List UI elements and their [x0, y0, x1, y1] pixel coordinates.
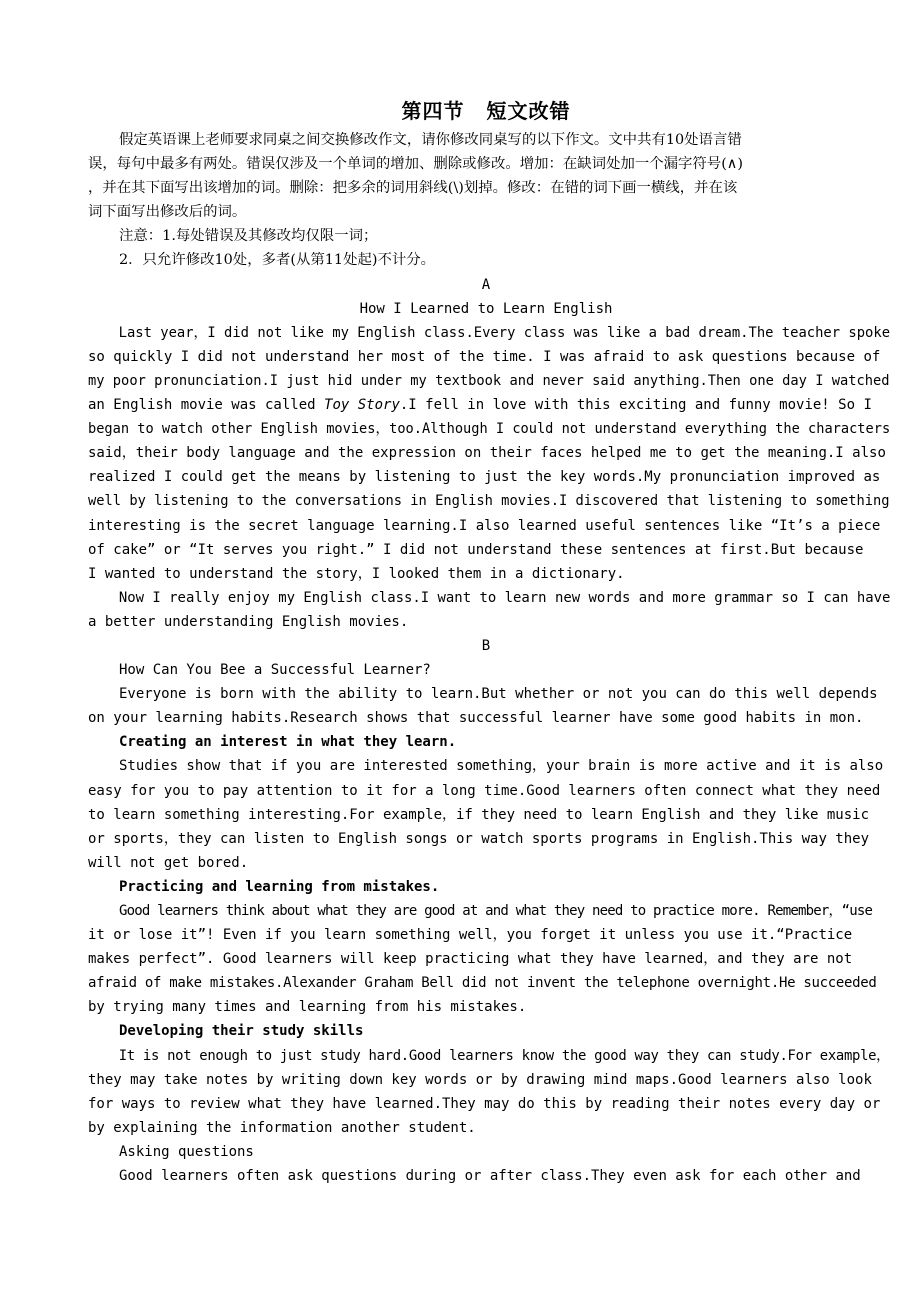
text-line: Good learners think about what they are good at and what they need to practice more. Remember，“use: [119, 903, 873, 919]
passage-b-label: B: [481, 637, 491, 654]
movie-title: Toy Story: [324, 397, 400, 414]
passage-b-title: How Can You Bee a Successful Learner?: [119, 662, 431, 679]
text-line: Everyone is born with the ability to learn.But whether or not you can do this well depends: [119, 686, 878, 703]
text-line: my poor pronunciation.I just hid under my textbook and never said anything.Then one day I watched: [88, 372, 890, 389]
passage-a-label: A: [481, 276, 491, 293]
text-line: for ways to review what they have learned.They may do this by reading their notes every day or: [88, 1095, 881, 1112]
text-line: of cake” or “It serves you right.” I did not understand these sentences at first.But because: [88, 541, 864, 558]
text-line: It is not enough to just study hard.Good learners know the good way they can study.For example，: [118, 1047, 890, 1064]
instruction-line: ，并在其下面写出该增加的词。删除：把多余的词用斜线(\)划掉。修改：在错的词下画一横线，并在该: [88, 180, 738, 197]
section-title: [88, 96, 884, 126]
text-line: Now I really enjoy my English class.I want to learn new words and more grammar so I can have: [118, 589, 891, 606]
subheading: Developing their study skills: [119, 1023, 364, 1040]
text-line: it or lose it”! Even if you learn something well，you forget it unless you use it.“Practice: [88, 927, 853, 944]
text-line: Last year，I did not like my English class.Every class was like a bad dream.The teacher spoke: [118, 324, 891, 341]
section-name: 短文改错: [486, 99, 571, 123]
instructions: [88, 128, 884, 273]
text-line: Good learners often ask questions during or after class.They even ask for each other and: [119, 1168, 861, 1185]
subheading: Practicing and learning from mistakes.: [119, 878, 440, 895]
text-line: they may take notes by writing down key words or by drawing mind maps.Good learners also look: [88, 1071, 872, 1088]
instruction-line: 误，每句中最多有两处。错误仅涉及一个单词的增加、删除或修改。增加：在缺词处加一个漏字符号(∧): [88, 156, 743, 173]
text-line: Studies show that if you are interested something，your brain is more active and it is also: [119, 758, 884, 775]
text-line: easy for you to pay attention to it for a long time.Good learners often connect what they need: [88, 782, 881, 799]
text-line: will not get bored.: [88, 854, 249, 871]
text-segment: an English movie was called: [88, 397, 325, 414]
passage-a-title: How I Learned to Learn English: [359, 300, 613, 317]
text-line: afraid of make mistakes.Alexander Graham Bell did not invent the telephone overnight.He succeeded: [88, 975, 877, 992]
text-line: began to watch other English movies，too.Although I could not understand everything the characters: [88, 421, 891, 438]
instruction-line: 词下面写出修改后的词。: [88, 204, 247, 221]
text-line: realized I could get the means by listening to just the key words.My pronunciation improved as: [88, 469, 881, 486]
note-1: 注意：1.每处错误及其修改均仅限一词；: [119, 228, 378, 245]
text-line: said，their body language and the expression on their faces helped me to get the meaning.I also: [88, 445, 886, 462]
text-line: makes perfect”. Good learners will keep practicing what they have learned，and they are not: [88, 951, 853, 968]
subheading: Asking questions: [119, 1143, 254, 1160]
text-line: by trying many times and learning from his mistakes.: [88, 999, 527, 1016]
section-number: 第四节: [401, 99, 465, 123]
text-line: so quickly I did not understand her most of the time. I was afraid to ask questions because of: [88, 348, 881, 365]
text-line: on your learning habits.Research shows that successful learner have some good habits in mon.: [88, 710, 864, 727]
text-line: to learn something interesting.For example，if they need to learn English and they like music: [88, 806, 870, 823]
text-line: or sports，they can listen to English songs or watch sports programs in English.This way they: [88, 830, 870, 847]
note-2: 2．只允许修改10处，多者(从第11处起)不计分。: [119, 252, 436, 269]
text-line: I wanted to understand the story，I looked them in a dictionary.: [88, 565, 625, 582]
text-line: a better understanding English movies.: [88, 613, 409, 630]
text-segment: .I fell in love with this exciting and funny movie! So I: [399, 397, 872, 414]
text-line: interesting is the secret language learning.I also learned useful sentences like “It’s a piece: [88, 517, 881, 534]
text-line: by explaining the information another student.: [88, 1119, 476, 1136]
passage-b-body: [88, 682, 890, 1188]
text-line: [88, 393, 884, 417]
instruction-line: 假定英语课上老师要求同桌之间交换修改作文，请你修改同桌写的以下作文。文中共有10处语言错: [119, 132, 742, 148]
text-line: well by listening to the conversations in English movies.I discovered that listening to something: [88, 493, 890, 510]
subheading: Creating an interest in what they learn.: [119, 734, 457, 751]
passage-a-body: [88, 321, 891, 634]
